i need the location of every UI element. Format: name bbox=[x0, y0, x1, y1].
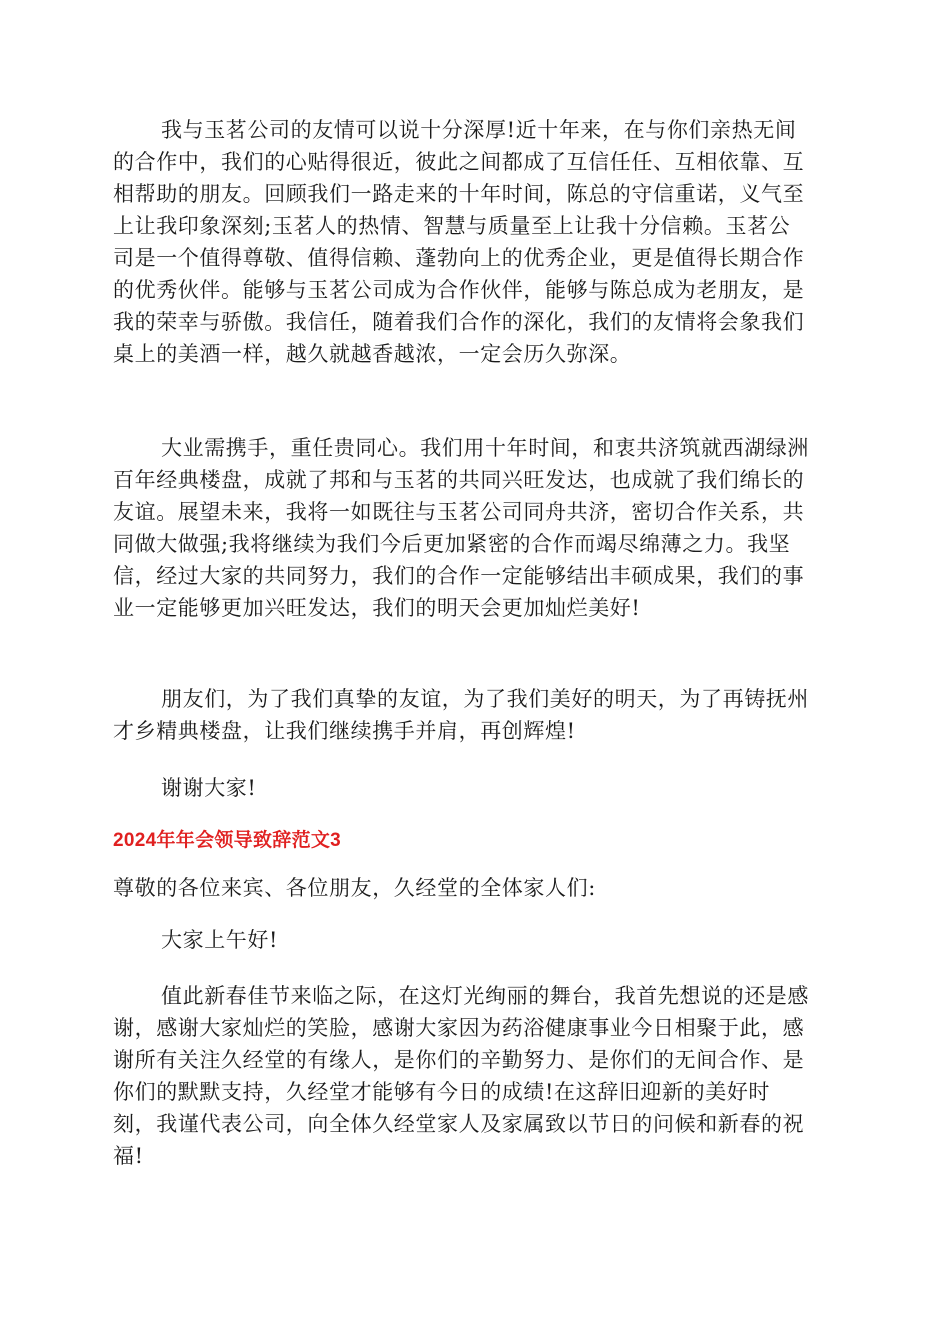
paragraph-salutation bbox=[113, 872, 833, 904]
text-line: 上让我印象深刻;玉茗人的热情、智慧与质量至上让我十分信赖。玉茗公 bbox=[113, 214, 791, 238]
text-line: 百年经典楼盘，成就了邦和与玉茗的共同兴旺发达，也成就了我们绵长的 bbox=[113, 468, 805, 492]
text-line: 业一定能够更加兴旺发达，我们的明天会更加灿烂美好! bbox=[113, 596, 641, 620]
text-line: 大家上午好! bbox=[161, 928, 279, 952]
text-line: 朋友们，为了我们真挚的友谊，为了我们美好的明天，为了再铸抚州 bbox=[161, 687, 809, 711]
paragraph-friends bbox=[113, 683, 833, 747]
text-line: 的合作中，我们的心贴得很近，彼此之间都成了互信任任、互相依靠、互 bbox=[113, 150, 805, 174]
text-line: 友谊。展望未来，我将一如既往与玉茗公司同舟共济，密切合作关系，共 bbox=[113, 500, 805, 524]
text-line: 谢谢大家! bbox=[161, 776, 257, 800]
paragraph-thanks bbox=[113, 772, 833, 804]
text-line: 大业需携手，重任贵同心。我们用十年时间，和衷共济筑就西湖绿洲 bbox=[161, 436, 809, 460]
text-line: 相帮助的朋友。回顾我们一路走来的十年时间，陈总的守信重诺，义气至 bbox=[113, 182, 805, 206]
text-line: 你们的默默支持，久经堂才能够有今日的成绩!在这辞旧迎新的美好时 bbox=[113, 1080, 771, 1104]
text-line: 尊敬的各位来宾、各位朋友，久经堂的全体家人们: bbox=[113, 876, 596, 900]
text-line: 信，经过大家的共同努力，我们的合作一定能够结出丰硕成果，我们的事 bbox=[113, 564, 805, 588]
text-line: 值此新春佳节来临之际，在这灯光绚丽的舞台，我首先想说的还是感 bbox=[161, 984, 809, 1008]
text-line: 谢，感谢大家灿烂的笑脸，感谢大家因为药浴健康事业今日相聚于此，感 bbox=[113, 1016, 805, 1040]
text-line: 司是一个值得尊敬、值得信赖、蓬勃向上的优秀企业，更是值得长期合作 bbox=[113, 246, 805, 270]
paragraph-greeting bbox=[113, 924, 833, 956]
text-line: 同做大做强;我将继续为我们今后更加紧密的合作而竭尽绵薄之力。我坚 bbox=[113, 532, 791, 556]
text-line: 的优秀伙伴。能够与玉茗公司成为合作伙伴，能够与陈总成为老朋友，是 bbox=[113, 278, 805, 302]
paragraph-future bbox=[113, 432, 833, 624]
text-line: 刻，我谨代表公司，向全体久经堂家人及家属致以节日的问候和新春的祝 bbox=[113, 1112, 805, 1136]
text-line: 桌上的美酒一样，越久就越香越浓，一定会历久弥深。 bbox=[113, 342, 632, 366]
text-line: 我的荣幸与骄傲。我信任，随着我们合作的深化，我们的友情将会象我们 bbox=[113, 310, 805, 334]
text-line: 我与玉茗公司的友情可以说十分深厚!近十年来，在与你们亲热无间 bbox=[161, 118, 797, 142]
text-line: 福! bbox=[113, 1144, 144, 1168]
paragraph-friendship bbox=[113, 114, 833, 370]
text-line: 谢所有关注久经堂的有缘人，是你们的辛勤努力、是你们的无间合作、是 bbox=[113, 1048, 805, 1072]
text-line: 才乡精典楼盘，让我们继续携手并肩，再创辉煌! bbox=[113, 719, 576, 743]
paragraph-new-year bbox=[113, 980, 833, 1172]
section-heading: 2024年年会领导致辞范文3 bbox=[113, 830, 342, 851]
